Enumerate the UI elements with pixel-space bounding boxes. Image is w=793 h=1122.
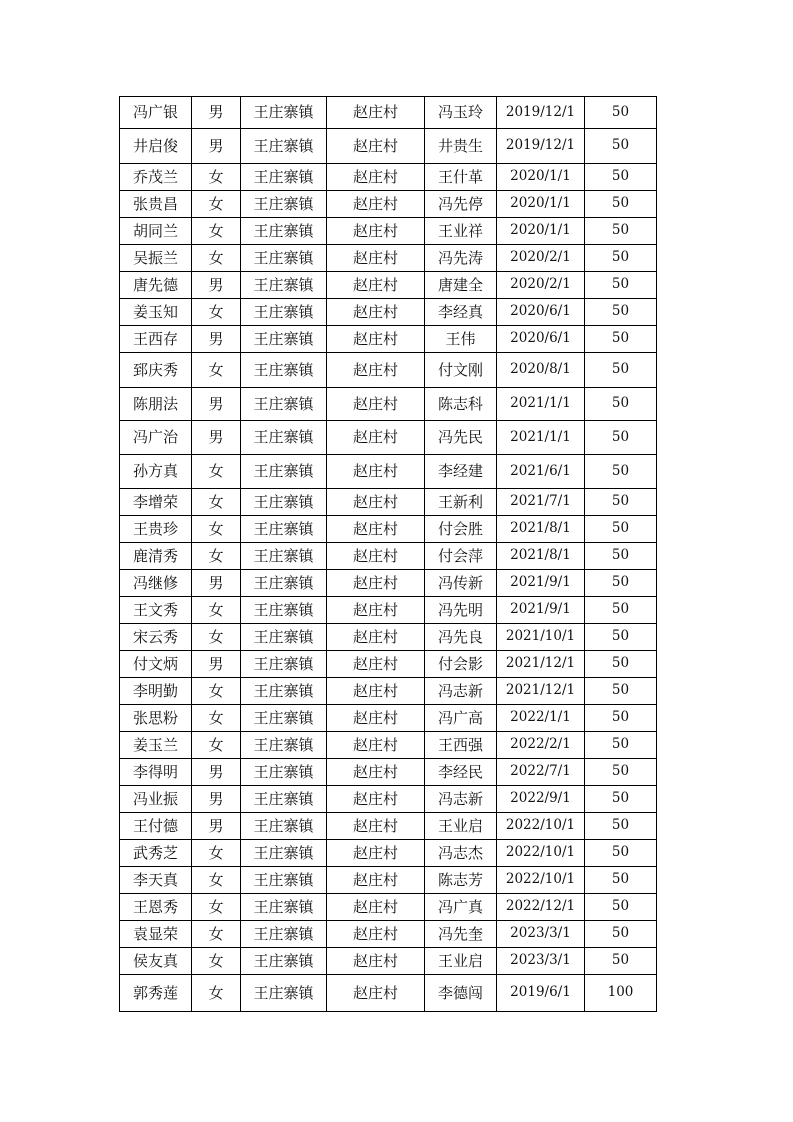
town-cell: 王庄寨镇 (241, 867, 327, 894)
table-row (120, 894, 657, 921)
village-cell: 赵庄村 (327, 975, 425, 1012)
gender-cell: 男 (192, 759, 241, 786)
village-cell: 赵庄村 (327, 326, 425, 353)
town-cell: 王庄寨镇 (241, 840, 327, 867)
amount-cell: 50 (585, 570, 657, 597)
table-row (120, 543, 657, 570)
table-row (120, 948, 657, 975)
gender-cell: 女 (192, 678, 241, 705)
table-row (120, 975, 657, 1012)
gender-cell: 女 (192, 218, 241, 245)
village-cell: 赵庄村 (327, 218, 425, 245)
town-cell: 王庄寨镇 (241, 129, 327, 164)
agent-cell: 付会胜 (425, 516, 497, 543)
town-cell: 王庄寨镇 (241, 543, 327, 570)
agent-cell: 李经真 (425, 299, 497, 326)
name-cell: 陈朋法 (120, 388, 192, 421)
table-row (120, 840, 657, 867)
table-row (120, 489, 657, 516)
village-cell: 赵庄村 (327, 813, 425, 840)
amount-cell: 50 (585, 813, 657, 840)
date-cell: 2021/8/1 (497, 543, 585, 570)
date-cell: 2021/10/1 (497, 624, 585, 651)
amount-cell: 50 (585, 218, 657, 245)
date-cell: 2019/6/1 (497, 975, 585, 1012)
agent-cell: 冯先良 (425, 624, 497, 651)
table-row (120, 705, 657, 732)
date-cell: 2022/2/1 (497, 732, 585, 759)
town-cell: 王庄寨镇 (241, 516, 327, 543)
date-cell: 2023/3/1 (497, 921, 585, 948)
name-cell: 孙方真 (120, 455, 192, 489)
table-row (120, 786, 657, 813)
gender-cell: 男 (192, 388, 241, 421)
town-cell: 王庄寨镇 (241, 97, 327, 129)
date-cell: 2021/8/1 (497, 516, 585, 543)
date-cell: 2021/1/1 (497, 388, 585, 421)
name-cell: 王付德 (120, 813, 192, 840)
name-cell: 姜玉知 (120, 299, 192, 326)
gender-cell: 女 (192, 975, 241, 1012)
gender-cell: 女 (192, 245, 241, 272)
gender-cell: 女 (192, 543, 241, 570)
name-cell: 吴振兰 (120, 245, 192, 272)
town-cell: 王庄寨镇 (241, 786, 327, 813)
table-row (120, 97, 657, 129)
village-cell: 赵庄村 (327, 455, 425, 489)
gender-cell: 男 (192, 813, 241, 840)
table-row (120, 455, 657, 489)
date-cell: 2020/2/1 (497, 245, 585, 272)
town-cell: 王庄寨镇 (241, 421, 327, 455)
village-cell: 赵庄村 (327, 867, 425, 894)
amount-cell: 50 (585, 97, 657, 129)
gender-cell: 女 (192, 948, 241, 975)
village-cell: 赵庄村 (327, 164, 425, 191)
date-cell: 2022/9/1 (497, 786, 585, 813)
date-cell: 2022/10/1 (497, 840, 585, 867)
table-row (120, 388, 657, 421)
name-cell: 袁显荣 (120, 921, 192, 948)
amount-cell: 50 (585, 624, 657, 651)
village-cell: 赵庄村 (327, 129, 425, 164)
town-cell: 王庄寨镇 (241, 813, 327, 840)
village-cell: 赵庄村 (327, 840, 425, 867)
name-cell: 王恩秀 (120, 894, 192, 921)
village-cell: 赵庄村 (327, 678, 425, 705)
date-cell: 2021/9/1 (497, 597, 585, 624)
amount-cell: 50 (585, 388, 657, 421)
village-cell: 赵庄村 (327, 948, 425, 975)
table-row (120, 421, 657, 455)
agent-cell: 冯志杰 (425, 840, 497, 867)
gender-cell: 女 (192, 732, 241, 759)
amount-cell: 50 (585, 516, 657, 543)
amount-cell: 50 (585, 191, 657, 218)
date-cell: 2022/10/1 (497, 867, 585, 894)
amount-cell: 50 (585, 245, 657, 272)
gender-cell: 女 (192, 299, 241, 326)
gender-cell: 女 (192, 705, 241, 732)
village-cell: 赵庄村 (327, 786, 425, 813)
gender-cell: 男 (192, 129, 241, 164)
table-row (120, 218, 657, 245)
table-row (120, 921, 657, 948)
table-row (120, 164, 657, 191)
village-cell: 赵庄村 (327, 489, 425, 516)
name-cell: 武秀芝 (120, 840, 192, 867)
name-cell: 张思粉 (120, 705, 192, 732)
agent-cell: 陈志科 (425, 388, 497, 421)
village-cell: 赵庄村 (327, 732, 425, 759)
agent-cell: 冯先停 (425, 191, 497, 218)
village-cell: 赵庄村 (327, 894, 425, 921)
table-row (120, 272, 657, 299)
date-cell: 2019/12/1 (497, 97, 585, 129)
agent-cell: 陈志芳 (425, 867, 497, 894)
amount-cell: 50 (585, 867, 657, 894)
town-cell: 王庄寨镇 (241, 732, 327, 759)
village-cell: 赵庄村 (327, 245, 425, 272)
village-cell: 赵庄村 (327, 921, 425, 948)
agent-cell: 李德闯 (425, 975, 497, 1012)
name-cell: 李增荣 (120, 489, 192, 516)
village-cell: 赵庄村 (327, 597, 425, 624)
town-cell: 王庄寨镇 (241, 975, 327, 1012)
date-cell: 2022/7/1 (497, 759, 585, 786)
table-row (120, 326, 657, 353)
town-cell: 王庄寨镇 (241, 570, 327, 597)
gender-cell: 女 (192, 353, 241, 388)
name-cell: 李明勤 (120, 678, 192, 705)
table-row (120, 651, 657, 678)
name-cell: 郭秀莲 (120, 975, 192, 1012)
gender-cell: 男 (192, 97, 241, 129)
name-cell: 王西存 (120, 326, 192, 353)
amount-cell: 50 (585, 840, 657, 867)
village-cell: 赵庄村 (327, 272, 425, 299)
village-cell: 赵庄村 (327, 388, 425, 421)
gender-cell: 女 (192, 164, 241, 191)
date-cell: 2020/1/1 (497, 191, 585, 218)
agent-cell: 冯先奎 (425, 921, 497, 948)
village-cell: 赵庄村 (327, 516, 425, 543)
village-cell: 赵庄村 (327, 570, 425, 597)
gender-cell: 女 (192, 191, 241, 218)
date-cell: 2021/12/1 (497, 651, 585, 678)
agent-cell: 王业启 (425, 813, 497, 840)
date-cell: 2021/7/1 (497, 489, 585, 516)
gender-cell: 男 (192, 272, 241, 299)
table-row (120, 732, 657, 759)
table-row (120, 570, 657, 597)
town-cell: 王庄寨镇 (241, 388, 327, 421)
amount-cell: 50 (585, 129, 657, 164)
gender-cell: 男 (192, 786, 241, 813)
table-row (120, 624, 657, 651)
amount-cell: 50 (585, 489, 657, 516)
name-cell: 鹿清秀 (120, 543, 192, 570)
date-cell: 2019/12/1 (497, 129, 585, 164)
town-cell: 王庄寨镇 (241, 164, 327, 191)
name-cell: 宋云秀 (120, 624, 192, 651)
name-cell: 乔茂兰 (120, 164, 192, 191)
gender-cell: 男 (192, 570, 241, 597)
date-cell: 2021/1/1 (497, 421, 585, 455)
town-cell: 王庄寨镇 (241, 678, 327, 705)
agent-cell: 王业祥 (425, 218, 497, 245)
name-cell: 冯继修 (120, 570, 192, 597)
town-cell: 王庄寨镇 (241, 759, 327, 786)
agent-cell: 冯先民 (425, 421, 497, 455)
town-cell: 王庄寨镇 (241, 894, 327, 921)
agent-cell: 冯广高 (425, 705, 497, 732)
town-cell: 王庄寨镇 (241, 245, 327, 272)
amount-cell: 50 (585, 894, 657, 921)
date-cell: 2020/1/1 (497, 218, 585, 245)
gender-cell: 男 (192, 326, 241, 353)
gender-cell: 女 (192, 516, 241, 543)
town-cell: 王庄寨镇 (241, 489, 327, 516)
amount-cell: 50 (585, 705, 657, 732)
town-cell: 王庄寨镇 (241, 597, 327, 624)
town-cell: 王庄寨镇 (241, 299, 327, 326)
agent-cell: 李经建 (425, 455, 497, 489)
name-cell: 井启俊 (120, 129, 192, 164)
table-row (120, 867, 657, 894)
town-cell: 王庄寨镇 (241, 651, 327, 678)
date-cell: 2022/1/1 (497, 705, 585, 732)
agent-cell: 冯传新 (425, 570, 497, 597)
village-cell: 赵庄村 (327, 353, 425, 388)
amount-cell: 50 (585, 921, 657, 948)
gender-cell: 女 (192, 894, 241, 921)
town-cell: 王庄寨镇 (241, 455, 327, 489)
gender-cell: 女 (192, 921, 241, 948)
amount-cell: 50 (585, 164, 657, 191)
amount-cell: 50 (585, 759, 657, 786)
date-cell: 2020/8/1 (497, 353, 585, 388)
town-cell: 王庄寨镇 (241, 191, 327, 218)
name-cell: 王贵珍 (120, 516, 192, 543)
table-row (120, 516, 657, 543)
name-cell: 胡同兰 (120, 218, 192, 245)
gender-cell: 男 (192, 651, 241, 678)
name-cell: 姜玉兰 (120, 732, 192, 759)
agent-cell: 王新利 (425, 489, 497, 516)
agent-cell: 冯志新 (425, 678, 497, 705)
gender-cell: 女 (192, 489, 241, 516)
village-cell: 赵庄村 (327, 299, 425, 326)
gender-cell: 女 (192, 455, 241, 489)
roster-body (120, 97, 657, 1012)
name-cell: 唐先德 (120, 272, 192, 299)
town-cell: 王庄寨镇 (241, 921, 327, 948)
name-cell: 郅庆秀 (120, 353, 192, 388)
amount-cell: 50 (585, 353, 657, 388)
amount-cell: 50 (585, 732, 657, 759)
table-row (120, 129, 657, 164)
amount-cell: 50 (585, 651, 657, 678)
village-cell: 赵庄村 (327, 651, 425, 678)
table-row (120, 353, 657, 388)
agent-cell: 冯玉玲 (425, 97, 497, 129)
amount-cell: 50 (585, 948, 657, 975)
date-cell: 2020/6/1 (497, 299, 585, 326)
gender-cell: 女 (192, 624, 241, 651)
agent-cell: 王伟 (425, 326, 497, 353)
date-cell: 2020/1/1 (497, 164, 585, 191)
name-cell: 李得明 (120, 759, 192, 786)
agent-cell: 冯先明 (425, 597, 497, 624)
town-cell: 王庄寨镇 (241, 705, 327, 732)
name-cell: 王文秀 (120, 597, 192, 624)
agent-cell: 王什革 (425, 164, 497, 191)
town-cell: 王庄寨镇 (241, 353, 327, 388)
table-row (120, 191, 657, 218)
date-cell: 2022/10/1 (497, 813, 585, 840)
agent-cell: 井贵生 (425, 129, 497, 164)
date-cell: 2023/3/1 (497, 948, 585, 975)
village-cell: 赵庄村 (327, 543, 425, 570)
name-cell: 侯友真 (120, 948, 192, 975)
village-cell: 赵庄村 (327, 191, 425, 218)
amount-cell: 50 (585, 543, 657, 570)
gender-cell: 女 (192, 867, 241, 894)
name-cell: 李天真 (120, 867, 192, 894)
date-cell: 2022/12/1 (497, 894, 585, 921)
date-cell: 2021/6/1 (497, 455, 585, 489)
date-cell: 2021/9/1 (497, 570, 585, 597)
town-cell: 王庄寨镇 (241, 948, 327, 975)
agent-cell: 付会萍 (425, 543, 497, 570)
name-cell: 张贵昌 (120, 191, 192, 218)
amount-cell: 50 (585, 299, 657, 326)
village-cell: 赵庄村 (327, 705, 425, 732)
gender-cell: 女 (192, 840, 241, 867)
amount-cell: 100 (585, 975, 657, 1012)
village-cell: 赵庄村 (327, 421, 425, 455)
amount-cell: 50 (585, 678, 657, 705)
name-cell: 冯广银 (120, 97, 192, 129)
amount-cell: 50 (585, 455, 657, 489)
agent-cell: 唐建全 (425, 272, 497, 299)
table-row (120, 245, 657, 272)
village-cell: 赵庄村 (327, 97, 425, 129)
amount-cell: 50 (585, 421, 657, 455)
table-row (120, 299, 657, 326)
town-cell: 王庄寨镇 (241, 218, 327, 245)
gender-cell: 女 (192, 597, 241, 624)
agent-cell: 冯志新 (425, 786, 497, 813)
agent-cell: 付文刚 (425, 353, 497, 388)
village-cell: 赵庄村 (327, 624, 425, 651)
date-cell: 2021/12/1 (497, 678, 585, 705)
table-row (120, 678, 657, 705)
agent-cell: 冯先涛 (425, 245, 497, 272)
name-cell: 冯广治 (120, 421, 192, 455)
village-cell: 赵庄村 (327, 759, 425, 786)
roster-table (119, 96, 657, 1012)
agent-cell: 冯广真 (425, 894, 497, 921)
agent-cell: 王西强 (425, 732, 497, 759)
agent-cell: 王业启 (425, 948, 497, 975)
amount-cell: 50 (585, 597, 657, 624)
amount-cell: 50 (585, 272, 657, 299)
table-row (120, 813, 657, 840)
name-cell: 冯业振 (120, 786, 192, 813)
town-cell: 王庄寨镇 (241, 272, 327, 299)
amount-cell: 50 (585, 786, 657, 813)
date-cell: 2020/2/1 (497, 272, 585, 299)
date-cell: 2020/6/1 (497, 326, 585, 353)
town-cell: 王庄寨镇 (241, 326, 327, 353)
table-row (120, 759, 657, 786)
name-cell: 付文炳 (120, 651, 192, 678)
gender-cell: 男 (192, 421, 241, 455)
agent-cell: 付会影 (425, 651, 497, 678)
amount-cell: 50 (585, 326, 657, 353)
table-row (120, 597, 657, 624)
town-cell: 王庄寨镇 (241, 624, 327, 651)
agent-cell: 李经民 (425, 759, 497, 786)
